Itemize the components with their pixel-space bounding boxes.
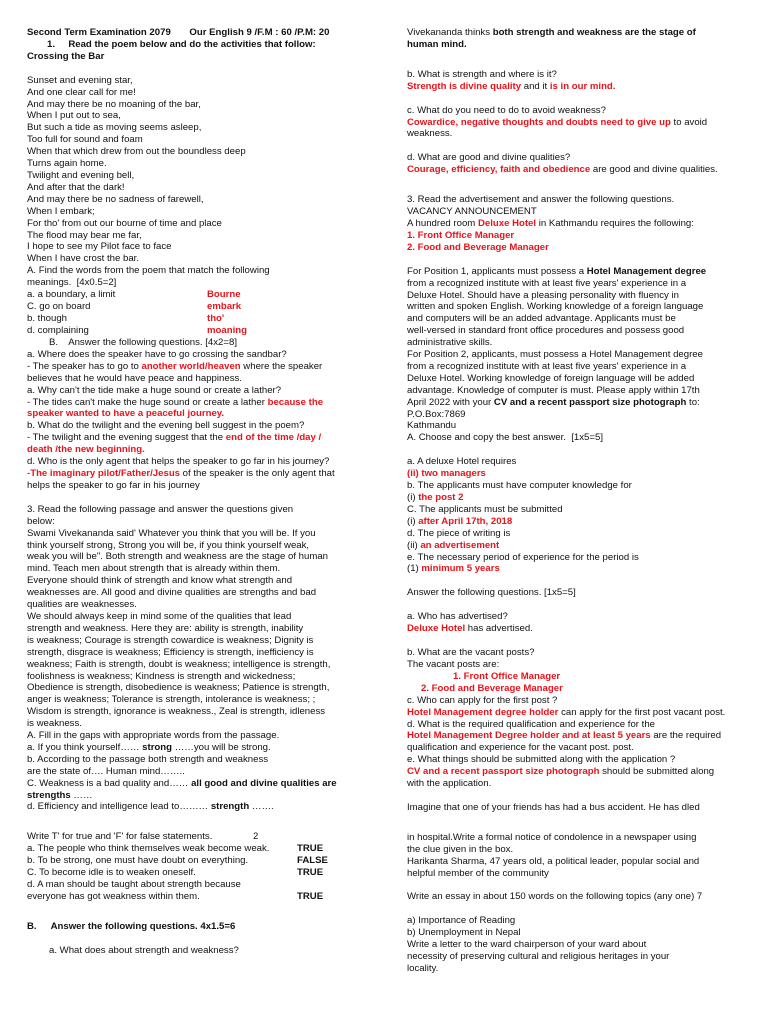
match-row: [27, 301, 382, 313]
tf-marks: 2: [253, 831, 259, 843]
answer-line: [407, 623, 757, 635]
spacer: [27, 492, 382, 504]
answer-line: 2. Food and Beverage Manager: [421, 682, 563, 694]
passage: [27, 504, 382, 742]
ad-intro: [407, 218, 757, 230]
answer-line: weakness.: [407, 128, 453, 140]
poem-line: When I have crost the bar.: [27, 253, 139, 265]
poem-line: And after that the dark!: [27, 181, 125, 193]
essay-option: b) Unemployment in Nepal: [407, 927, 521, 939]
answer-highlight: because the: [267, 396, 324, 408]
question-line: b. What is strength and where is it?: [407, 68, 557, 80]
poem-line: Too full for sound and foam: [27, 134, 143, 146]
ad-body: [407, 397, 757, 409]
tf-answer: TRUE: [297, 891, 324, 903]
question-line: e. What things should be submitted along with the application ?: [407, 754, 676, 766]
match-meaning: C. go on board: [27, 301, 91, 313]
passage-line: Obedience is strength, disobedience is weakness; Patience is strength,: [27, 682, 330, 694]
poem-line: When that which drew from out the boundless deep: [27, 146, 246, 158]
match-meaning: d. complaining: [27, 325, 89, 337]
passage-line: below:: [27, 515, 55, 527]
mcq-prefix: (ii): [407, 539, 421, 551]
passage-line: foolishness is weakness; Kindness is strength and wickedness;: [27, 670, 296, 682]
passage-line: is weakness; Courage is strength cowardice is weakness; Dignity is: [27, 634, 314, 646]
q3-instruction: 3. Read the advertisement and answer the following questions.: [407, 194, 675, 206]
fill-text: …….: [249, 801, 274, 813]
mcq-line: [407, 468, 757, 480]
mcq-line: [407, 480, 757, 492]
passage-line: Everyone should think of strength and know what strength and: [27, 575, 293, 587]
answer-text: and it: [521, 80, 550, 92]
spacer: [27, 63, 382, 75]
answer-line: The vacant posts are:: [407, 658, 500, 670]
ad-body: [407, 266, 757, 278]
match-answer: Bourne: [207, 289, 241, 301]
spacer: [407, 790, 757, 802]
q1b-question: a. Where does the speaker have to go crossing the sandbar?: [27, 348, 287, 360]
mcq-answer: the post 2: [418, 492, 464, 503]
mcq-line: [407, 456, 757, 468]
tf-statement: everyone has got weakness within them.: [27, 891, 200, 903]
match-meaning: b. though: [27, 313, 68, 325]
fill-answer: strengths: [27, 789, 71, 801]
answer-text: to avoid: [670, 116, 708, 128]
tf-row: [27, 843, 382, 855]
question-line: d. What is the required qualification and experience for the: [407, 718, 655, 730]
ad-highlight: Deluxe Hotel: [477, 217, 537, 229]
passage-line: qualities are weaknesses.: [27, 599, 137, 611]
answer-highlight: Hotel Management Degree holder and at least 5 years: [407, 730, 651, 742]
tf-statement: C. To become idle is to weaken oneself.: [27, 867, 196, 879]
passage-line: strength, disgrace is weakness; Efficiency is strength, inefficiency is: [27, 646, 314, 658]
notice-question: Harikanta Sharma, 47 years old, a political leader, popular social and: [407, 855, 700, 867]
mcq-text: d. The piece of writing is: [407, 527, 511, 539]
fill-gap-line: [27, 742, 382, 754]
q1a-heading: A. Find the words from the poem that match the following: [27, 265, 270, 277]
notice-question: in hospital.Write a formal notice of condolence in a newspaper using: [407, 831, 697, 843]
mcq-prefix: (i): [407, 492, 419, 503]
ad-line: administrative skills.: [407, 337, 493, 349]
tf-row: [27, 855, 382, 867]
passage-line: mind. Teach men about strength that is already within them.: [27, 563, 281, 575]
essay-option: a) Importance of Reading: [407, 915, 516, 927]
passage-line: weaknesses are. All good and divine qualities are strengths and bad: [27, 587, 317, 599]
notice-question: Imagine that one of your friends has had a bus accident. He has dled: [407, 801, 700, 813]
mcq-line: [407, 516, 757, 528]
q1-instruction: 1. Read the poem below and do the activities that follow:: [47, 38, 316, 50]
poem-line: When I embark;: [27, 205, 95, 217]
tf-statement: b. To be strong, one must have doubt on everything.: [27, 855, 249, 867]
qB-label: B.: [27, 921, 37, 933]
spacer: [407, 903, 757, 915]
mcq-text: e. The necessary period of experience for the period is: [407, 551, 639, 563]
poem-line: Twilight and evening bell,: [27, 169, 135, 181]
q1a-heading-cont: meanings. [4x0.5=2]: [27, 277, 117, 289]
answer-highlight: Strength is divine quality: [407, 80, 522, 92]
mcq-prefix: (i): [407, 515, 419, 527]
spacer: [27, 933, 382, 945]
answer-text: should be submitted along: [599, 766, 715, 778]
ad-position-1: 1. Front Office Manager: [407, 229, 515, 241]
mcq-text: a. A deluxe Hotel requires: [407, 456, 517, 468]
mcq-answer: after April 17th, 2018: [418, 515, 513, 527]
essay-question: Write an essay in about 150 words on the following topics (any one) 7: [407, 891, 703, 903]
poem-line: For tho' from out our bourne of time and place: [27, 217, 222, 229]
answer-text: - The speaker has to go to: [27, 360, 142, 372]
fill-answer: strong: [142, 741, 173, 753]
answer-line: [407, 730, 757, 742]
mcq-line: [407, 492, 757, 504]
answer-text: - The twilight and the evening suggest that the: [27, 432, 226, 444]
match-row: [27, 313, 382, 325]
spacer: [407, 93, 757, 105]
poem-line: Sunset and evening star,: [27, 74, 133, 86]
tf-statement: a. The people who think themselves weak become weak.: [27, 843, 270, 855]
ad-text: in Kathmandu requires the following:: [536, 217, 694, 229]
answer-highlight: end of the time /day /: [225, 432, 322, 444]
true-false-list: [27, 843, 382, 903]
fill-text: d. Efficiency and intelligence lead to………: [27, 801, 211, 813]
q1b-question: d. Who is the only agent that helps the speaker to go far in his journey?: [27, 456, 330, 468]
ad-body: [407, 278, 757, 397]
spacer: [27, 903, 382, 921]
q1b-answer: death /the new beginning.: [27, 444, 145, 456]
answer-line: [407, 27, 757, 39]
poem-line: I hope to see my Pilot face to face: [27, 241, 172, 253]
spacer: [407, 879, 757, 891]
question-line: b. What are the vacant posts?: [407, 647, 535, 659]
mcq-line: [407, 528, 757, 540]
tf-row: [27, 879, 382, 891]
passage-line: 3. Read the following passage and answer the questions given: [27, 503, 294, 515]
passage-line: anger is weakness; Tolerance is strength, intolerance is weakness; ;: [27, 694, 316, 706]
right-column: [407, 27, 757, 975]
q1b-answer: [27, 361, 382, 373]
tf-row: [27, 867, 382, 879]
ad-line: advantage. Knowledge of computer is must. Please apply within 17th: [407, 384, 700, 396]
ad-line: and computers will be an added advantage. Applicants must be: [407, 313, 676, 325]
fill-gap-line: are the state of…. Human mind……..: [27, 765, 185, 777]
mcq-text: C. The applicants must be submitted: [407, 503, 563, 515]
answer-highlight: Cowardice, negative thoughts and doubts need to give up: [407, 116, 671, 128]
answer-text: are good and divine qualities.: [590, 164, 718, 176]
poem-line: The flood may bear me far,: [27, 229, 142, 241]
poem-line: But such a tide as moving seems asleep,: [27, 122, 202, 134]
spacer: [407, 599, 757, 611]
tf-answer: TRUE: [297, 867, 324, 879]
fill-text: C. Weakness is a bad quality and……: [27, 777, 192, 789]
ad-line: Deluxe Hotel. Working knowledge of foreign language will be added: [407, 372, 695, 384]
letter-question: locality.: [407, 963, 439, 974]
mcq-line: [407, 504, 757, 516]
mcq-answer: an advertisement: [420, 539, 500, 551]
answer-highlight: another world/heaven: [141, 360, 241, 372]
fill-text: ……: [70, 789, 93, 801]
spacer: [407, 176, 757, 194]
answer-text: can apply for the first post vacant post.: [558, 706, 726, 718]
ad-line: Deluxe Hotel. Should have a pleasing personality with fluency in: [407, 289, 679, 301]
match-answer: embark: [207, 301, 242, 313]
q1b-question: a. Why can't the tide make a huge sound or create a lather?: [27, 384, 282, 396]
match-answer: moaning: [207, 325, 247, 337]
ad-text: to:: [686, 396, 700, 408]
spacer: [27, 813, 382, 831]
spacer: [407, 140, 757, 152]
answer-line: [407, 81, 757, 93]
notice-question: the clue given in the box.: [407, 843, 514, 855]
answer-line: [407, 707, 757, 719]
spacer: [407, 575, 757, 587]
passage-line: is weakness.: [27, 718, 82, 730]
ad-bold: Hotel Management degree: [586, 265, 707, 277]
match-answer: tho': [207, 313, 225, 325]
notice-question: helpful member of the community: [407, 867, 549, 879]
answer-line: qualification and experience for the vacant post. post.: [407, 742, 634, 754]
letter-question: Write a letter to the ward chairperson of your ward about: [407, 939, 647, 951]
answer-highlight: CV and a recent passport size photograph: [407, 766, 600, 778]
fill-text: a. If you think yourself……: [27, 741, 143, 753]
answer-highlight: is in our mind.: [549, 80, 616, 92]
ad-line: For Position 2, applicants, must possess a Hotel Management degree: [407, 349, 703, 361]
ad-text: A hundred room: [407, 217, 478, 229]
q1b-answer: believes that he would have peace and happiness.: [27, 372, 242, 384]
ad-line: written and spoken English. Working knowledge of a foreign language: [407, 301, 704, 313]
poem-line: When I put out to sea,: [27, 110, 121, 122]
mcq-instruction: A. Choose and copy the best answer. [1x5=5]: [407, 432, 603, 444]
poem: [27, 75, 382, 266]
short-q-instruction: Answer the following questions. [1x5=5]: [407, 587, 576, 599]
poem-line: And may there be no moaning of the bar,: [27, 98, 201, 110]
question-line: c. Who can apply for the first post ?: [407, 694, 558, 706]
tf-answer: FALSE: [297, 855, 328, 867]
fill-gap-line: [27, 790, 382, 802]
answer-bold: both strength and weakness are the stage of: [492, 27, 696, 38]
answer-highlight: Courage, efficiency, faith and obedience: [407, 164, 591, 176]
question-line: a. Who has advertised?: [407, 611, 508, 623]
ad-position-2: 2. Food and Beverage Manager: [407, 241, 549, 253]
exam-header: Second Term Examination 2079 Our English 9 /F.M : 60 /P.M: 20: [27, 27, 330, 38]
qB-heading-text: Answer the following questions. 4x1.5=6: [50, 921, 236, 933]
poem-line: And may there be no sadness of farewell,: [27, 193, 204, 205]
mcq-prefix: (1): [407, 563, 422, 575]
answer-text: Vivekananda thinks: [407, 27, 493, 38]
poem-line: And one clear call for me!: [27, 86, 136, 98]
passage-line: Swami Vivekananda said' Whatever you think that you will be. If you: [27, 527, 316, 539]
fill-answer: all good and divine qualities are: [191, 777, 337, 789]
spacer: [407, 254, 757, 266]
q1b-heading: B. Answer the following questions. [4x2=8]: [49, 337, 237, 349]
answer-highlight: Deluxe Hotel: [407, 623, 466, 635]
answer-line: [407, 766, 757, 778]
ad-line: well-versed in standard front office procedures and possess good: [407, 325, 685, 337]
poem-title: Crossing the Bar: [27, 50, 105, 62]
match-row: [27, 325, 382, 337]
spacer: [407, 814, 757, 832]
answer-line: human mind.: [407, 38, 467, 50]
q1b-answer: [27, 397, 382, 409]
fill-gap-line: [27, 778, 382, 790]
ad-pobox: P.O.Box:7869: [407, 408, 466, 420]
ad-bold: CV and a recent passport size photograph: [493, 396, 687, 408]
fill-gap-line: b. According to the passage both strength and weakness: [27, 753, 269, 765]
q1b-question: b. What do the twilight and the evening bell suggest in the poem?: [27, 420, 305, 432]
ad-line: from a recognized institute with at least five years' experience in a: [407, 277, 687, 289]
ad-city: Kathmandu: [407, 420, 457, 432]
spacer: [407, 51, 757, 69]
fill-answer: strength: [210, 801, 250, 813]
ad-text: April 2022 with your: [407, 396, 494, 408]
tf-answer: TRUE: [297, 843, 324, 855]
ad-title: VACANCY ANNOUNCEMENT: [407, 206, 537, 218]
answer-text: has advertised.: [465, 623, 533, 635]
ad-text: For Position 1, applicants must possess a: [407, 265, 587, 277]
tf-heading-text: Write T' for true and 'F' for false statements.: [27, 831, 213, 843]
passage-line: weak you will be". Both strength and weakness are the stage of human: [27, 551, 328, 563]
passage-line: strength and weakness. Here they are: ability is strength, inability: [27, 622, 304, 634]
answer-text: -: [27, 468, 31, 479]
letter-question: necessity of preserving cultural and religious heritages in your: [407, 951, 670, 963]
mcq-line: [407, 540, 757, 552]
passage-line: A. Fill in the gaps with appropriate words from the passage.: [27, 730, 280, 742]
fill-text: ……you will be strong.: [172, 741, 271, 753]
qB-heading: [27, 921, 382, 933]
question-line: d. What are good and divine qualities?: [407, 152, 571, 164]
answer-text: of the speaker is the only agent that: [180, 468, 335, 479]
answer-text: - The tides can't make the huge sound or create a lather: [27, 396, 268, 408]
answer-highlight: Hotel Management degree holder: [407, 706, 559, 718]
answer-text: are the required: [650, 730, 722, 742]
spacer: [407, 444, 757, 456]
fill-gap-line: [27, 801, 382, 813]
match-row: [27, 289, 382, 301]
tf-heading: [27, 831, 382, 843]
tf-row: [27, 891, 382, 903]
q1b-answer: [27, 432, 382, 444]
mcq-text: b. The applicants must have computer knowledge for: [407, 480, 632, 492]
answer-text: where the speaker: [240, 360, 323, 372]
answer-line: 1. Front Office Manager: [453, 670, 561, 682]
match-list: [27, 289, 382, 337]
answer-line: with the application.: [407, 778, 492, 790]
passage-line: think yourself strong, Strong you will be, if you think yourself weak,: [27, 539, 310, 551]
ad-line: from a recognized institute with at least five years' experience in a: [407, 360, 687, 372]
answer-line: [407, 117, 757, 129]
left-column: [27, 27, 382, 957]
answer-line: [407, 164, 757, 176]
poem-line: Turns again home.: [27, 158, 107, 170]
question-line: c. What do you need to do to avoid weakness?: [407, 104, 606, 116]
answer-highlight: The imaginary pilot/Father/Jesus: [30, 468, 181, 479]
mcq-answer: (ii) two managers: [407, 468, 486, 480]
q1b-answer: helps the speaker to go far in his journey: [27, 479, 200, 491]
spacer: [407, 635, 757, 647]
mcq-line: [407, 552, 757, 564]
q1b-answer: speaker wanted to have a peaceful journey.: [27, 408, 225, 420]
mcq-answer: minimum 5 years: [421, 563, 500, 575]
match-meaning: a. a boundary, a limit: [27, 289, 116, 301]
passage-line: weakness; Faith is strength, doubt is weakness; intelligence is strength,: [27, 658, 331, 670]
passage-line: We should always keep in mind some of the qualities that lead: [27, 610, 292, 622]
tf-statement: d. A man should be taught about strength because: [27, 879, 241, 891]
passage-line: Wisdom is strength, ignorance is weakness., Zeal is strength, idleness: [27, 706, 326, 718]
q1b-answer: [27, 468, 382, 480]
mcq-line: [407, 563, 757, 575]
qB-question: a. What does about strength and weakness?: [49, 945, 239, 957]
mcq-list: [407, 456, 757, 575]
